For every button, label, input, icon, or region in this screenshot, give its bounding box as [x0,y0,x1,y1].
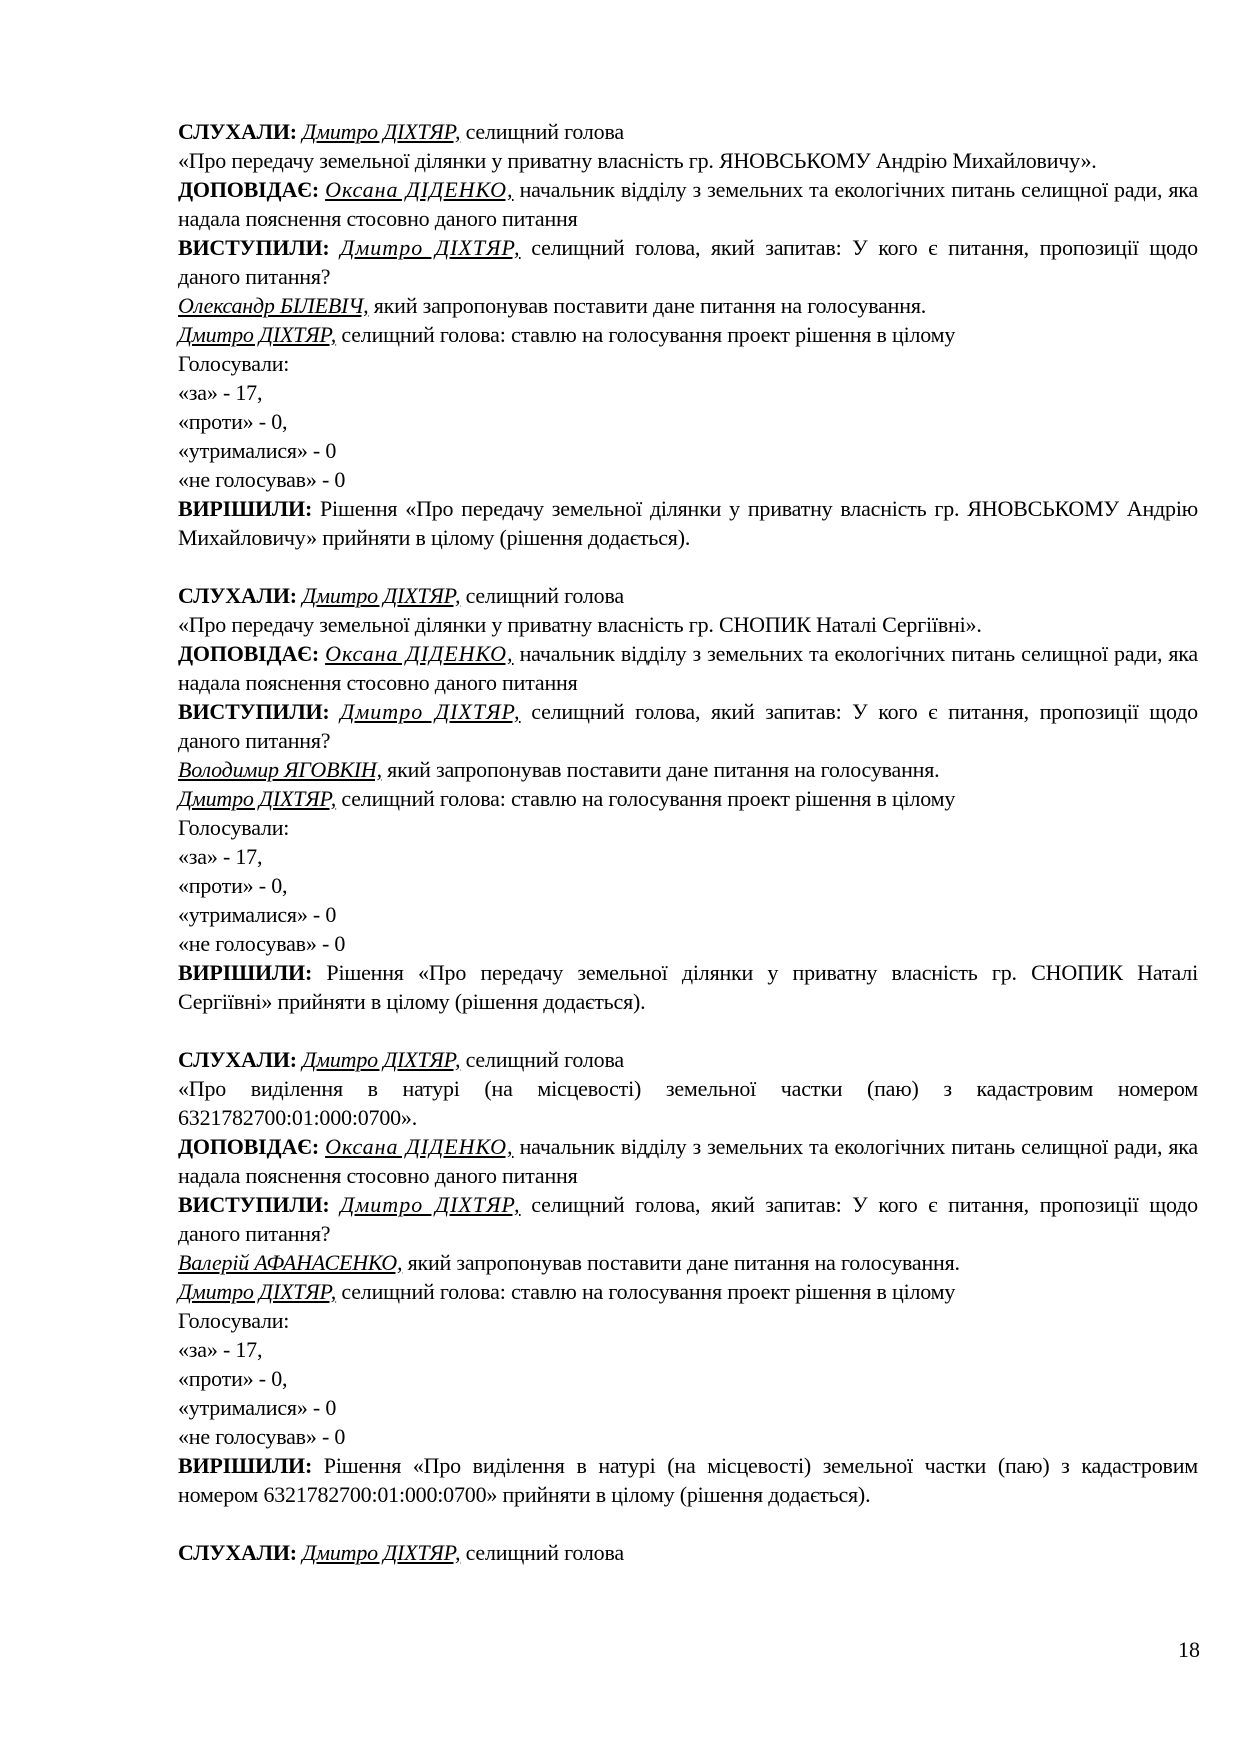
decision-line [178,958,1198,1016]
heard-line [178,581,1198,610]
proposer-name: Олександр БІЛЕВІЧ, [178,293,369,318]
heard-label: СЛУХАЛИ: [178,1047,297,1072]
report-speaker-name: Оксана ДІДЕНКО, [325,641,514,666]
decision-line [178,494,1198,552]
page-number: 18 [1178,1637,1200,1662]
report-text: начальник відділу з земельних та екологічних питань селищної ради, яка надала пояснення стосовно даного питання [178,177,1198,231]
report-line [178,639,1198,697]
votes-heading: Голосували: [178,1308,290,1333]
heard-text: селищний голова [460,583,624,608]
votes-heading: Голосували: [178,815,290,840]
votes-abstained: «утрималися» - 0 [178,438,337,463]
votes-for: «за» - 17, [178,844,263,869]
votes-against: «проти» - 0, [178,409,288,434]
agenda-item-2 [178,581,1198,1016]
heard-label: СЛУХАЛИ: [178,583,297,608]
report-line [178,1132,1198,1190]
last-heard-line [178,1538,1198,1567]
heard-text: селищний голова [460,1047,624,1072]
spoke-speaker-name: Дмитро ДІХТЯР, [340,235,521,260]
spoke-text: селищний голова, який запитав: У кого є питання, пропозиції щодо даного питання? [178,235,1198,289]
proposer-line [178,755,1198,784]
heard-text: селищний голова [460,1540,624,1565]
chair-name: Дмитро ДІХТЯР, [178,1279,337,1304]
heard-speaker-name: Дмитро ДІХТЯР, [302,1047,461,1072]
chair-name: Дмитро ДІХТЯР, [178,786,337,811]
votes-not-voted: «не голосував» - 0 [178,1424,346,1449]
spoke-label: ВИСТУПИЛИ: [178,699,330,724]
votes-abstained: «утрималися» - 0 [178,902,337,927]
heard-speaker-name: Дмитро ДІХТЯР, [302,1540,461,1565]
spoke-line [178,233,1198,291]
report-label: ДОПОВІДАЄ: [178,641,319,666]
spoke-speaker-name: Дмитро ДІХТЯР, [340,1192,521,1217]
proposer-line [178,1248,1198,1277]
votes-abstained: «утрималися» - 0 [178,1395,337,1420]
heard-speaker-name: Дмитро ДІХТЯР, [302,583,461,608]
report-label: ДОПОВІДАЄ: [178,177,319,202]
topic-line: «Про передачу земельної ділянки у приватну власність гр. ЯНОВСЬКОМУ Андрію Михайловичу». [178,148,1097,173]
heard-speaker-name: Дмитро ДІХТЯР, [302,119,461,144]
report-speaker-name: Оксана ДІДЕНКО, [325,177,514,202]
decision-label: ВИРІШИЛИ: [178,960,313,985]
decision-text: Рішення «Про виділення в натурі (на місцевості) земельної частки (паю) з кадастровим номером 6321782700:01:000:0700» прийняти в цілому (рішення додається). [178,1453,1198,1507]
chair-line [178,1277,1198,1306]
proposer-text: який запропонував поставити дане питання на голосування. [368,293,927,318]
spoke-line [178,697,1198,755]
decision-line [178,1451,1198,1509]
decision-label: ВИРІШИЛИ: [178,496,313,521]
heard-line [178,1045,1198,1074]
report-line [178,175,1198,233]
chair-text: селищний голова: ставлю на голосування проект рішення в цілому [336,1279,956,1304]
heard-text: селищний голова [460,119,624,144]
votes-for: «за» - 17, [178,380,263,405]
heard-label: СЛУХАЛИ: [178,1540,297,1565]
votes-not-voted: «не голосував» - 0 [178,931,346,956]
proposer-text: який запропонував поставити дане питання на голосування. [381,757,940,782]
votes-not-voted: «не голосував» - 0 [178,467,346,492]
chair-text: селищний голова: ставлю на голосування проект рішення в цілому [336,322,956,347]
spoke-label: ВИСТУПИЛИ: [178,1192,330,1217]
decision-text: Рішення «Про передачу земельної ділянки у приватну власність гр. ЯНОВСЬКОМУ Андрію Михайловичу» прийняти в цілому (рішення додається). [178,496,1198,550]
votes-heading: Голосували: [178,351,290,376]
heard-label: СЛУХАЛИ: [178,119,297,144]
spoke-line [178,1190,1198,1248]
agenda-item-1 [178,117,1198,552]
spoke-text: селищний голова, який запитав: У кого є питання, пропозиції щодо даного питання? [178,699,1198,753]
spoke-speaker-name: Дмитро ДІХТЯР, [340,699,521,724]
chair-line [178,320,1198,349]
report-speaker-name: Оксана ДІДЕНКО, [325,1134,514,1159]
document-body [178,117,1198,1567]
chair-line [178,784,1198,813]
proposer-text: який запропонував поставити дане питання на голосування. [402,1250,960,1275]
agenda-item-3 [178,1045,1198,1509]
report-text: начальник відділу з земельних та екологічних питань селищної ради, яка надала пояснення стосовно даного питання [178,641,1198,695]
votes-against: «проти» - 0, [178,873,288,898]
spoke-text: селищний голова, який запитав: У кого є питання, пропозиції щодо даного питання? [178,1192,1198,1246]
proposer-line [178,291,1198,320]
proposer-name: Валерій АФАНАСЕНКО, [178,1250,403,1275]
chair-text: селищний голова: ставлю на голосування проект рішення в цілому [336,786,956,811]
topic-line: «Про виділення в натурі (на місцевості) земельної частки (паю) з кадастровим номером 6321782700:01:000:0700». [178,1076,1198,1130]
votes-against: «проти» - 0, [178,1366,288,1391]
votes-for: «за» - 17, [178,1337,263,1362]
proposer-name: Володимир ЯГОВКІН, [178,757,382,782]
topic-line: «Про передачу земельної ділянки у приватну власність гр. СНОПИК Наталі Сергіївні». [178,612,982,637]
spoke-label: ВИСТУПИЛИ: [178,235,330,260]
decision-label: ВИРІШИЛИ: [178,1453,313,1478]
report-label: ДОПОВІДАЄ: [178,1134,319,1159]
heard-line [178,117,1198,146]
report-text: начальник відділу з земельних та екологічних питань селищної ради, яка надала пояснення стосовно даного питання [178,1134,1198,1188]
chair-name: Дмитро ДІХТЯР, [178,322,337,347]
decision-text: Рішення «Про передачу земельної ділянки у приватну власність гр. СНОПИК Наталі Сергіївні» прийняти в цілому (рішення додається). [178,960,1198,1014]
